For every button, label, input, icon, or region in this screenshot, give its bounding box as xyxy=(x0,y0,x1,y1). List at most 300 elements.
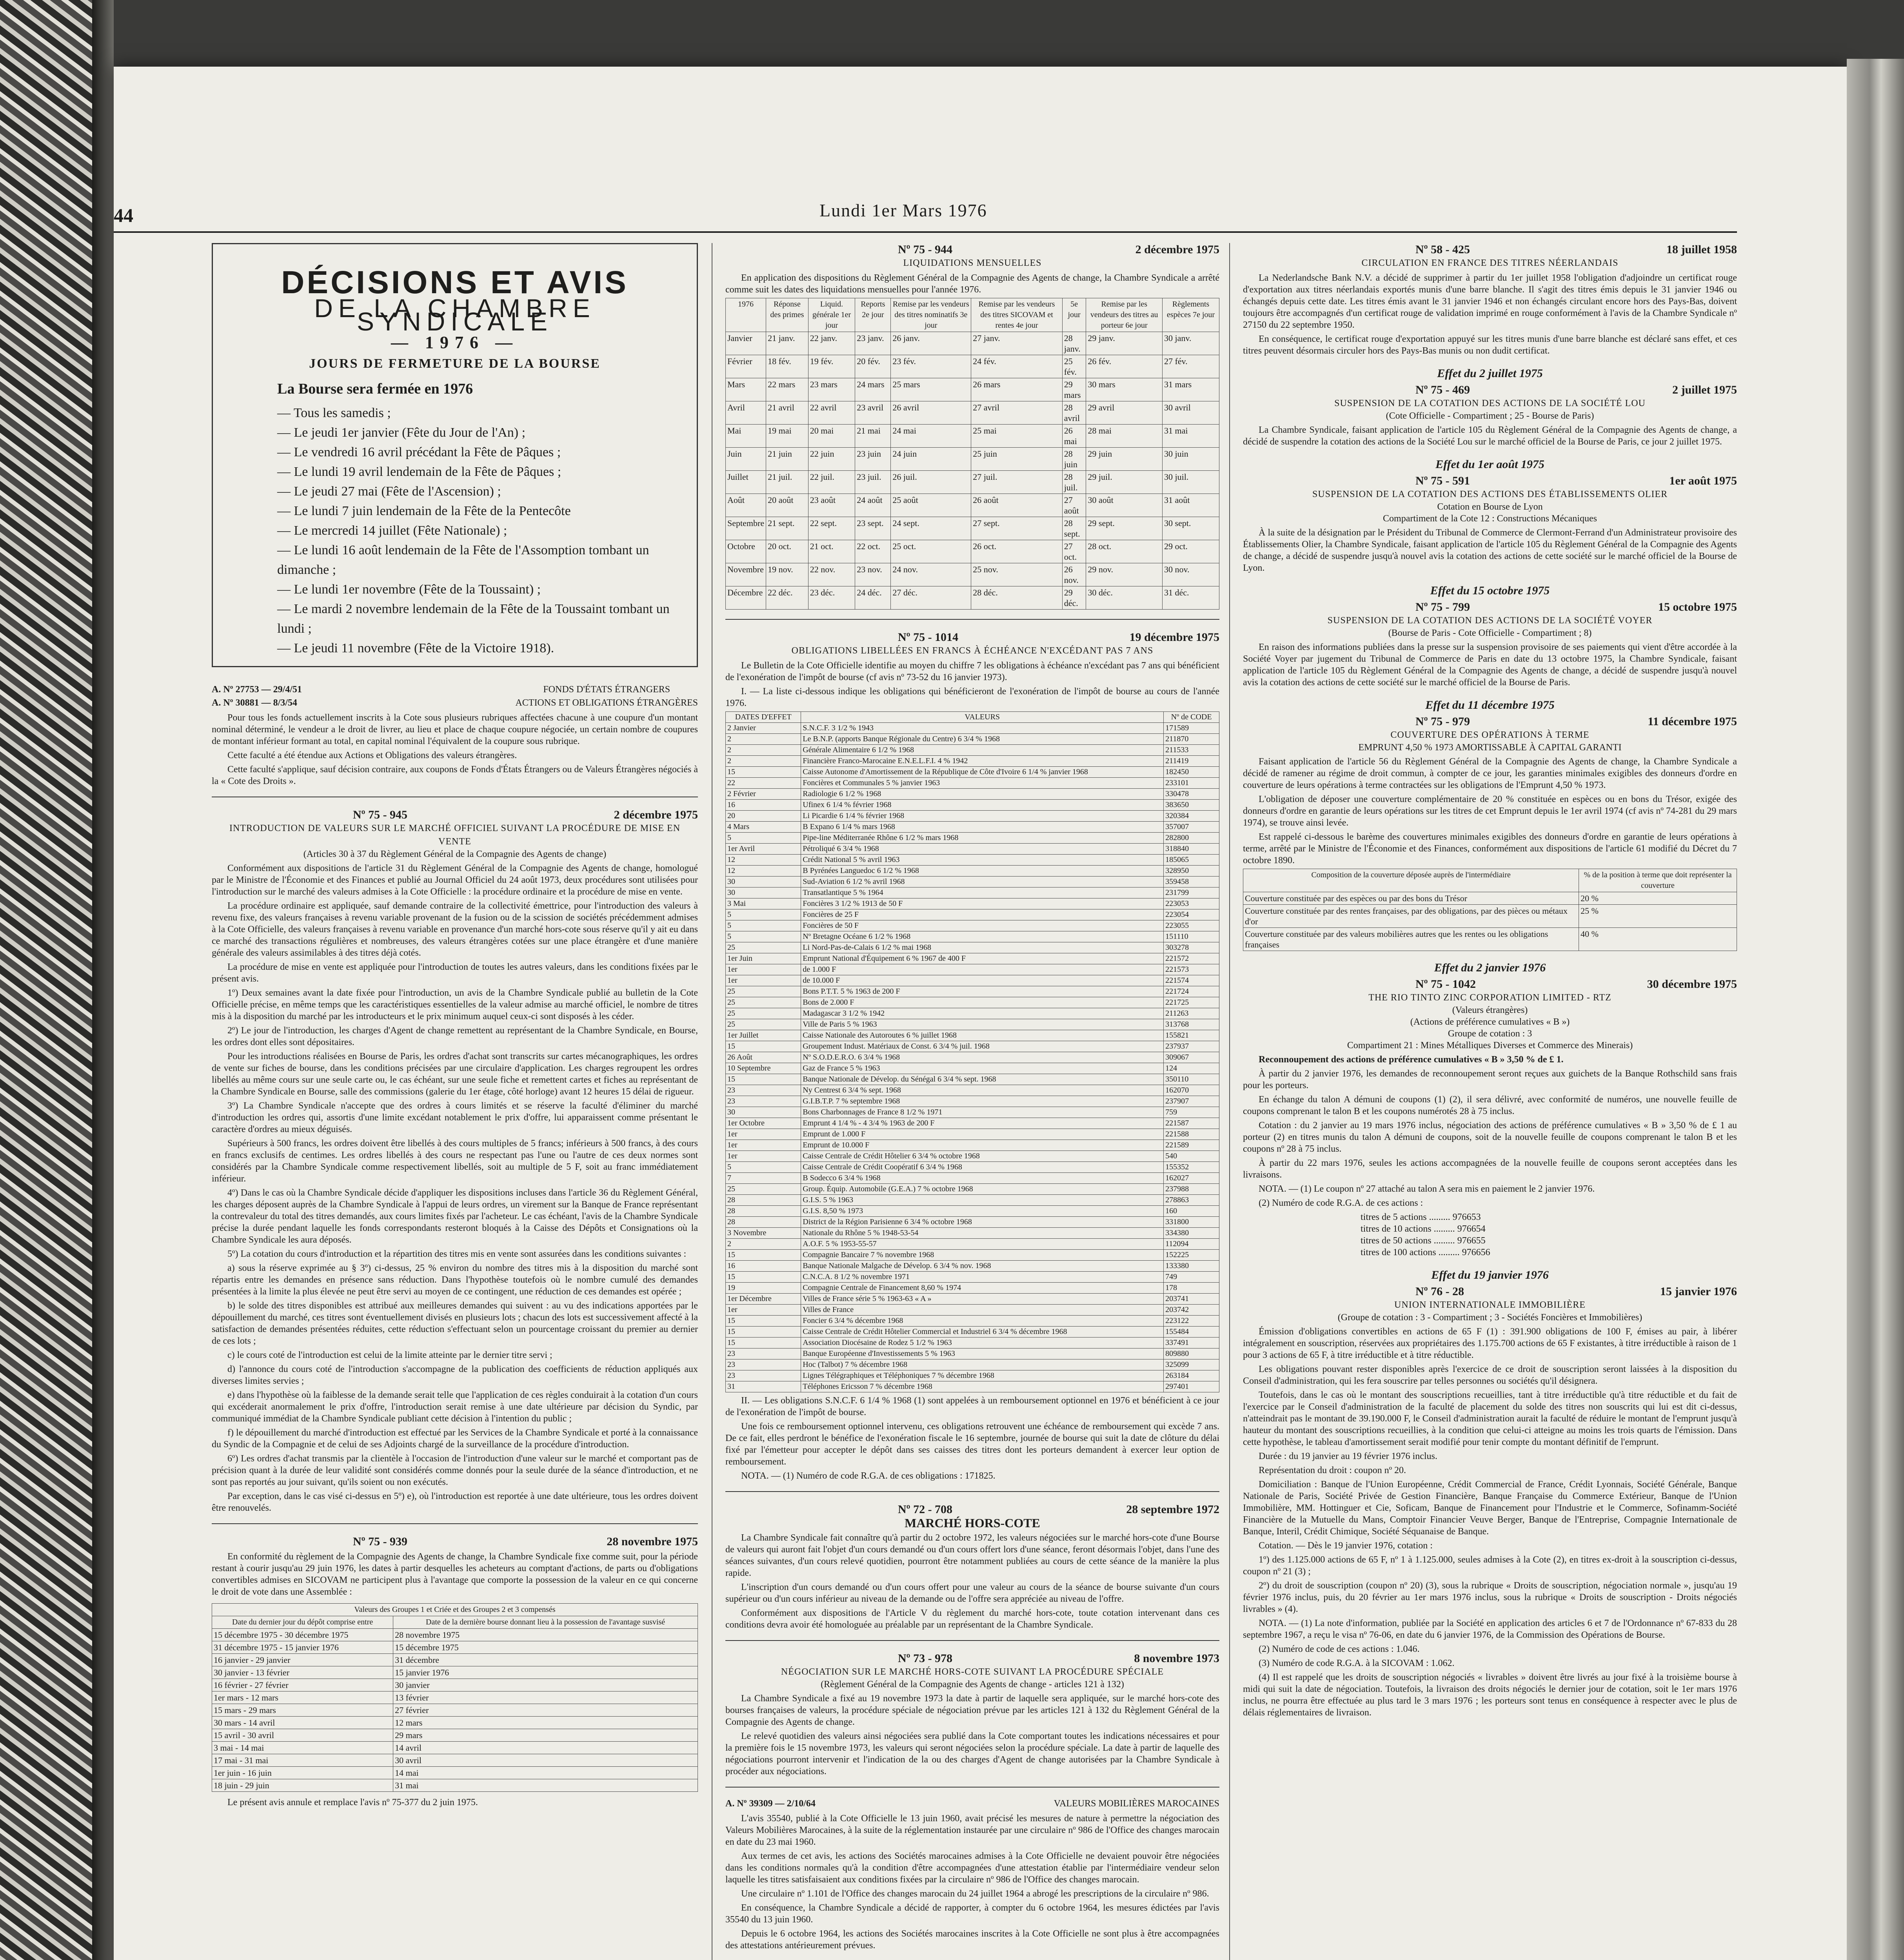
avis-subtitle: (Groupe de cotation : 3 - Compartiment ; 3 - Sociétés Foncières et Immobilières) xyxy=(1337,1312,1642,1323)
table-cell: 15 xyxy=(726,1316,801,1327)
table-cell: 162027 xyxy=(1164,1173,1219,1184)
avis-title: SUSPENSION DE LA COTATION DES ACTIONS DES ÉTABLISSEMENTS OLIER xyxy=(1312,489,1668,499)
table-cell: 155484 xyxy=(1164,1327,1219,1338)
sicovam-table xyxy=(212,1603,698,1792)
table-cell: Foncières de 50 F xyxy=(801,920,1164,931)
paragraph: b) le solde des titres disponibles est attribué aux meilleures demandes qui suivent : au vu des indications apportées par le dépouillement du marché, ces titres sont éventuellement divisés en plusieurs lots ; chacun des lots est successivement affecté à la satisfaction de demandes présentées réduites, cette réduction s'effectuant selon un pourcentage croissant du premier au dernier de ces lots ; xyxy=(212,1301,698,1346)
holiday-item: — Tous les samedis ; xyxy=(277,406,391,420)
paragraph: Conformément aux dispositions de l'article 31 du Règlement Général de la Compagnie des Agents de change, homologué par le Ministre de l'Économie et des Finances et publié au Journal Officiel du 24 août 1973, deux procédures sont utilisées pour l'introduction sur le marché des valeurs admises à la Cote Officielle : la procédure ordinaire et la procédure de mise en vente. xyxy=(212,863,698,897)
divider xyxy=(212,1523,698,1524)
paragraph: 4º) Dans le cas où la Chambre Syndicale décide d'appliquer les dispositions incluses dans l'article 36 du Règlement Général, les charges déposent auprès de la Chambre Syndicale à l'appui de leurs ordres, un virement sur la Banque de France représentant la contrevaleur du total des titres demandés, aux cours limites fixés par l'acheteur. Le cas échéant, l'avis de la Chambre Syndicale précise la durée pendant laquelle les fonds correspondants resteront bloqués à la Caisse des Dépôts et Consignations où la Chambre Syndicale les aura déposés. xyxy=(212,1188,698,1245)
paragraph: À la suite de la désignation par le Président du Tribunal de Commerce de Clermont-Ferrand d'un Administrateur provisoire des Établissements Olier, la Chambre Syndicale, faisant application de l'article 105 du Règlement Général de la Compagnie des Agents de change, a décidé de suspendre jusqu'à nouvel avis la cotation des actions de cette société sur le marché officiel de la Bourse de Lyon. xyxy=(1243,528,1737,573)
footnote: NOTA. — (1) Numéro de code R.G.A. de ces obligations : 171825. xyxy=(741,1471,996,1481)
table-row xyxy=(212,1691,698,1704)
table-cell: 26 janv. xyxy=(891,332,971,355)
holiday-item: — Le lundi 16 août lendemain de la Fête de l'Assomption tombant un dimanche ; xyxy=(277,543,649,577)
table-row xyxy=(1243,892,1737,905)
table-cell: 22 xyxy=(726,778,801,789)
table-cell: 30 xyxy=(726,877,801,887)
table-cell: 23 juin xyxy=(855,448,891,471)
table-cell: 325099 xyxy=(1164,1359,1219,1370)
avis-header xyxy=(1243,978,1737,991)
main-title: DÉCISIONS ET AVIS xyxy=(281,265,629,300)
table-cell: Janvier xyxy=(726,332,766,355)
table-cell: 28 avril xyxy=(1062,401,1086,425)
paragraph: d) l'annonce du cours coté de l'introduction s'accompagne de la publication des coefficients de réduction appliqués aux diverses limites servies ; xyxy=(212,1364,698,1386)
table-cell: 23 mars xyxy=(808,378,855,401)
table-row xyxy=(1243,928,1737,951)
table-cell: B Pyrénées Languedoc 6 1/2 % 1968 xyxy=(801,866,1164,877)
table-cell: 21 sept. xyxy=(766,517,808,540)
paragraph: Pour tous les fonds actuellement inscrits à la Cote sous plusieurs rubriques affectées chacune à une coupure d'un montant nominal déterminé, le vendeur a le droit de livrer, au lieu et place de chaque coupure négociée, un certain nombre de coupures de montant inférieur formant au total, en capital nominal l'équivalent de la coupure sous rubrique. xyxy=(212,713,698,746)
avis-number: Nº 75 - 591 xyxy=(1415,474,1470,487)
binding-shadow xyxy=(92,0,114,1960)
table-cell: 15 xyxy=(726,1250,801,1261)
table-cell: 25 xyxy=(726,1008,801,1019)
table-cell: 278863 xyxy=(1164,1195,1219,1206)
table-cell: Bons Charbonnages de France 8 1/2 % 1971 xyxy=(801,1107,1164,1118)
table-row xyxy=(726,898,1219,909)
table-cell: 25 % xyxy=(1579,905,1737,928)
table-row xyxy=(212,1767,698,1779)
paragraph: L'inscription d'un cours demandé ou d'un cours offert pour une valeur au cours de la séance de bourse suivante d'un cours supérieur ou d'un cours inférieur au niveau de la demande ou de l'offre sera appréciée au niveau de l'offre. xyxy=(725,1582,1219,1604)
table-cell: 1er xyxy=(726,964,801,975)
table-cell: Foncier 6 3/4 % décembre 1968 xyxy=(801,1316,1164,1327)
avis-header xyxy=(212,1535,698,1548)
table-cell: District de la Région Parisienne 6 3/4 % octobre 1968 xyxy=(801,1217,1164,1228)
table-row xyxy=(726,1107,1219,1118)
table-cell: 237988 xyxy=(1164,1184,1219,1195)
avis-title: INTRODUCTION DE VALEURS SUR LE MARCHÉ OFFICIEL SUIVANT LA PROCÉDURE DE MISE EN VENTE xyxy=(229,823,681,847)
table-row xyxy=(212,1754,698,1767)
table-cell: 24 mars xyxy=(855,378,891,401)
table-row xyxy=(726,1030,1219,1041)
paragraph: 2º) Le jour de l'introduction, les charges d'Agent de change remettent au représentant de la Chambre Syndicale, en Bourse, les ordres dont elles sont dépositaires. xyxy=(212,1025,698,1047)
column-header: 1976 xyxy=(726,298,766,332)
table-cell: Foncières de 25 F xyxy=(801,909,1164,920)
column-header: Date du dernier jour du dépôt comprise entre xyxy=(212,1616,393,1629)
table-cell: 334380 xyxy=(1164,1228,1219,1239)
effect-date-heading: Effet du 2 janvier 1976 xyxy=(1434,961,1546,974)
table-cell: 237907 xyxy=(1164,1096,1219,1107)
footnote: NOTA. — (1) La note d'information, publiée par la Société en application des articles 6 et 7 de l'Ordonnance nº 67-833 du 28 septembre 1967, a reçu le visa nº 76-06, en date du 6 janvier 1976, de la Commission des Opérations de Bourse. xyxy=(1243,1618,1737,1640)
table-row xyxy=(726,811,1219,822)
obligations-table xyxy=(725,711,1219,1392)
table-cell: 27 fév. xyxy=(1162,355,1219,378)
table-cell: 25 xyxy=(726,997,801,1008)
table-row xyxy=(726,909,1219,920)
table-cell: Association Diocésaine de Rodez 5 1/2 % 1963 xyxy=(801,1338,1164,1348)
table-cell: 320384 xyxy=(1164,811,1219,822)
avis-header xyxy=(725,1797,1219,1810)
table-cell: 28 sept. xyxy=(1062,517,1086,540)
table-cell: 223054 xyxy=(1164,909,1219,920)
avis-date: 28 novembre 1975 xyxy=(607,1535,698,1548)
table-cell: 1er juin - 16 juin xyxy=(212,1767,393,1779)
paragraph: La Nederlandsche Bank N.V. a décidé de supprimer à partir du 1er juillet 1958 l'obligation d'adjoindre un certificat rouge d'exportation aux titres néerlandais exportés munis d'une barre blanche. Il s'agit des titres émis depuis le 31 janvier 1946 ou échangés depuis cette date. Les titres émis avant le 31 janvier 1946 et non échangés circulant encore hors des Pays-Bas, doivent toujours être accompagnés d'un certificat rouge de validation imprimé en rouge conformément à l'avis de la Chambre Syndicale nº 27150 du 22 septembre 1950. xyxy=(1243,273,1737,330)
table-cell: 749 xyxy=(1164,1272,1219,1283)
column-header: VALEURS xyxy=(801,712,1164,723)
table-cell: Février xyxy=(726,355,766,378)
avis-title: OBLIGATIONS LIBELLÉES EN FRANCS À ÉCHÉANCE N'EXCÉDANT PAS 7 ANS xyxy=(791,646,1154,656)
paragraph: c) le cours coté de l'introduction est celui de la limite atteinte par le dernier titre servi ; xyxy=(227,1350,552,1360)
table-cell: 233101 xyxy=(1164,778,1219,789)
column-header: Composition de la couverture déposée auprès de l'intermédiaire xyxy=(1243,869,1579,892)
table-cell: 22 nov. xyxy=(808,563,855,586)
code-list xyxy=(1361,1211,1737,1258)
table-cell: 31 décembre 1975 - 15 janvier 1976 xyxy=(212,1641,393,1654)
table-cell: Banque Nationale de Dévelop. du Sénégal 6 3/4 % sept. 1968 xyxy=(801,1074,1164,1085)
table-cell: 15 xyxy=(726,1041,801,1052)
table-cell: 19 mai xyxy=(766,425,808,448)
table-cell: 12 xyxy=(726,855,801,866)
table-cell: 203741 xyxy=(1164,1294,1219,1305)
table-cell: 15 xyxy=(726,767,801,778)
avis-subtitle: Compartiment 21 : Mines Métalliques Diverses et Commerce des Minerais) xyxy=(1347,1040,1633,1051)
table-cell: 23 nov. xyxy=(855,563,891,586)
avis-number: Nº 75 - 939 xyxy=(353,1535,408,1548)
avis-title: UNION INTERNATIONALE IMMOBILIÈRE xyxy=(1394,1300,1586,1310)
table-cell: 357007 xyxy=(1164,822,1219,833)
paragraph: La Chambre Syndicale, faisant application de l'article 105 du Règlement Général de la Compagnie des Agents de change, a décidé de suspendre la cotation des actions de la Société Lou sur le marché officiel de la Bourse de Paris, ce jour 2 juillet 1975. xyxy=(1243,425,1737,447)
table-cell: 328950 xyxy=(1164,866,1219,877)
table-cell: 3 Mai xyxy=(726,898,801,909)
table-cell: 1er xyxy=(726,975,801,986)
avis-title: FONDS D'ÉTATS ÉTRANGERS xyxy=(543,684,670,695)
table-cell: 28 xyxy=(726,1206,801,1217)
table-cell: Emprunt National d'Équipement 6 % 1967 de 400 F xyxy=(801,953,1164,964)
column-divider xyxy=(1229,243,1230,1960)
avis-title: SUSPENSION DE LA COTATION DES ACTIONS DE LA SOCIÉTÉ LOU xyxy=(1334,398,1646,408)
table-cell: Pipe-line Méditerranée Rhône 6 1/2 % mars 1968 xyxy=(801,833,1164,844)
table-row xyxy=(726,866,1219,877)
table-cell: 15 avril - 30 avril xyxy=(212,1729,393,1742)
table-cell: 18 juin - 29 juin xyxy=(212,1779,393,1792)
avis-ref: A. Nº 39309 — 2/10/64 xyxy=(725,1798,816,1809)
table-row xyxy=(726,800,1219,811)
table-cell: 350110 xyxy=(1164,1074,1219,1085)
table-cell: 30 xyxy=(726,1107,801,1118)
table-cell: 16 février - 27 février xyxy=(212,1679,393,1691)
table-cell: 31 mai xyxy=(1162,425,1219,448)
table-row xyxy=(1243,905,1737,928)
column-header: DATES D'EFFET xyxy=(726,712,801,723)
table-cell: 337491 xyxy=(1164,1338,1219,1348)
effect-date-heading: Effet du 1er août 1975 xyxy=(1435,458,1544,471)
paragraph: Représentation du droit : coupon nº 20. xyxy=(1259,1465,1406,1475)
table-body xyxy=(212,1629,698,1792)
table-cell: 1er Octobre xyxy=(726,1118,801,1129)
paragraph: Cette faculté s'applique, sauf décision contraire, aux coupons de Fonds d'États Étrangers ou de Valeurs Étrangères négociés à la « Cote des Droits ». xyxy=(212,764,698,786)
table-cell: Villes de France xyxy=(801,1305,1164,1316)
table-cell: Ny Centrest 6 3/4 % sept. 1968 xyxy=(801,1085,1164,1096)
table-cell: 13 février xyxy=(393,1691,698,1704)
avis-number: Nº 72 - 708 xyxy=(898,1503,953,1516)
table-cell: 28 janv. xyxy=(1062,332,1086,355)
table-cell: 30 avril xyxy=(393,1754,698,1767)
table-cell: Novembre xyxy=(726,563,766,586)
table-cell: 124 xyxy=(1164,1063,1219,1074)
column-left xyxy=(212,243,698,1960)
avis-date: 19 décembre 1975 xyxy=(1129,631,1219,644)
footnote: Le présent avis annule et remplace l'avis nº 75-377 du 2 juin 1975. xyxy=(227,1797,478,1808)
table-row xyxy=(726,975,1219,986)
table-cell: 7 xyxy=(726,1173,801,1184)
table-cell: 211263 xyxy=(1164,1008,1219,1019)
table-body xyxy=(1243,892,1737,951)
table-header-row xyxy=(726,712,1219,723)
avis-date: 11 décembre 1975 xyxy=(1648,715,1737,728)
table-row xyxy=(726,1206,1219,1217)
table-cell: 22 janv. xyxy=(808,332,855,355)
effect-date-heading: Effet du 15 octobre 1975 xyxy=(1430,584,1550,597)
avis-number: Nº 75 - 945 xyxy=(353,808,408,821)
paragraph: Une circulaire nº 1.101 de l'Office des changes marocain du 24 juillet 1964 a abrogé les prescriptions de la circulaire nº 986. xyxy=(741,1889,1209,1899)
table-cell: Caisse Centrale de Crédit Hôtelier Commercial et Industriel 6 3/4 % décembre 1968 xyxy=(801,1327,1164,1338)
table-row xyxy=(726,332,1219,355)
paragraph: 3º) La Chambre Syndicale n'accepte que des ordres à cours limités et se réserve la faculté d'éliminer du marché d'introduction les ordres qui, assortis d'une limite excédant notablement le prix d'offre, lui apparaissent comme présentant le caractère d'ordres au mieux déguisés. xyxy=(212,1101,698,1134)
table-row xyxy=(726,833,1219,844)
table-row xyxy=(726,745,1219,756)
table-cell: S.N.C.F. 3 1/2 % 1943 xyxy=(801,723,1164,734)
table-cell: 297401 xyxy=(1164,1381,1219,1392)
table-cell: 28 novembre 1975 xyxy=(393,1629,698,1641)
table-row xyxy=(726,877,1219,887)
table-row xyxy=(726,1283,1219,1294)
footnote: NOTA. — (1) Le coupon nº 27 attaché au talon A sera mis en paiement le 2 janvier 1976. xyxy=(1259,1184,1595,1194)
table-cell: 1er Juillet xyxy=(726,1030,801,1041)
table-cell: 31 mai xyxy=(393,1779,698,1792)
avis-date: 15 octobre 1975 xyxy=(1658,601,1737,613)
code-item: titres de 10 actions ......... 976654 xyxy=(1361,1224,1486,1234)
table-cell: 1er Décembre xyxy=(726,1294,801,1305)
paragraph: Reconnoupement des actions de préférence cumulatives « B » 3,50 % de £ 1. xyxy=(1259,1054,1564,1065)
table-row xyxy=(726,756,1219,767)
paragraph: L'avis 35540, publié à la Cote Officielle le 13 juin 1960, avait précisé les mesures de nature à permettre la négociation des Valeurs Mobilières Marocaines, à la suite de la réglementation instaurée par une circulaire nº 986 de l'Office des changes marocain en date du 23 mai 1960. xyxy=(725,1813,1219,1847)
holiday-item: — Le jeudi 11 novembre (Fête de la Victoire 1918). xyxy=(277,641,554,655)
table-row xyxy=(726,723,1219,734)
table-cell: 203742 xyxy=(1164,1305,1219,1316)
paragraph: Est rappelé ci-dessous le barème des couvertures minimales exigibles des donneurs d'ordre en garantie de leurs opérations à terme, arrêté par le Ministre de l'Économie et des Finances, conformément aux dispositions de l'article 61 modifié du Décret du 7 octobre 1890. xyxy=(1243,832,1737,866)
table-cell: 28 juil. xyxy=(1062,471,1086,494)
table-cell: 19 fév. xyxy=(808,355,855,378)
closing-days-box xyxy=(212,243,698,667)
table-cell: 23 avril xyxy=(855,401,891,425)
table-cell: 29 mars xyxy=(1062,378,1086,401)
table-cell: 211870 xyxy=(1164,734,1219,745)
table-cell: 223122 xyxy=(1164,1316,1219,1327)
table-row xyxy=(726,1239,1219,1250)
table-row xyxy=(726,767,1219,778)
table-row xyxy=(212,1666,698,1679)
table-cell: 221589 xyxy=(1164,1140,1219,1151)
table-cell: 30 juin xyxy=(1162,448,1219,471)
table-row xyxy=(212,1729,698,1742)
footnote: (3) Numéro de code R.G.A. à la SICOVAM : 1.062. xyxy=(1259,1658,1455,1668)
table-cell: 20 % xyxy=(1579,892,1737,905)
table-cell: 29 sept. xyxy=(1086,517,1163,540)
table-cell: 31 décembre xyxy=(393,1654,698,1666)
table-row xyxy=(726,1184,1219,1195)
paragraph: En application des dispositions du Règlement Général de la Compagnie des Agents de change, la Chambre Syndicale a arrêté comme suit les dates des liquidations mensuelles pour l'année 1976. xyxy=(725,273,1219,295)
table-cell: 171589 xyxy=(1164,723,1219,734)
paragraph: À partir du 22 mars 1976, seules les actions accompagnées de la nouvelle feuille de coupons seront acceptées dans les livraisons. xyxy=(1243,1158,1737,1180)
table-row xyxy=(726,1294,1219,1305)
table-title: Valeurs des Groupes 1 et Criée et des Groupes 2 et 3 compensés xyxy=(212,1604,698,1616)
table-cell: 30 nov. xyxy=(1162,563,1219,586)
table-cell: G.I.S. 8,50 % 1973 xyxy=(801,1206,1164,1217)
table-cell: B Sodecco 6 3/4 % 1968 xyxy=(801,1173,1164,1184)
table-row xyxy=(726,1129,1219,1140)
table-cell: 30 janvier xyxy=(393,1679,698,1691)
table-cell: Caisse Centrale de Crédit Coopératif 6 3/4 % 1968 xyxy=(801,1162,1164,1173)
table-cell: 20 oct. xyxy=(766,540,808,563)
table-cell: Ufinex 6 1/4 % février 1968 xyxy=(801,800,1164,811)
table-cell: 20 mai xyxy=(808,425,855,448)
avis-subtitle: (Règlement Général de la Compagnie des Agents de change - articles 121 à 132) xyxy=(821,1679,1124,1690)
table-cell: 1er xyxy=(726,1140,801,1151)
avis-subtitle: Cotation en Bourse de Lyon xyxy=(1437,502,1543,512)
avis-title: CIRCULATION EN FRANCE DES TITRES NÉERLANDAIS xyxy=(1361,258,1619,268)
table-cell: Groupement Indust. Matériaux de Const. 6 3/4 % juil. 1968 xyxy=(801,1041,1164,1052)
table-cell: Nº S.O.D.E.R.O. 6 3/4 % 1968 xyxy=(801,1052,1164,1063)
table-cell: 309067 xyxy=(1164,1052,1219,1063)
table-cell: Banque Européenne d'Investissements 5 % 1963 xyxy=(801,1348,1164,1359)
paragraph: La procédure ordinaire est appliquée, sauf demande contraire de la collectivité émettrice, pour l'introduction des valeurs à revenu fixe, des valeurs françaises à revenu variable provenant de la fusion ou de la scission de sociétés précédemment admises à la Cote Officielle, des valeurs françaises à revenu variable en provenance d'un marché hors-cote sous réserve qu'il y ait eu dans ce marché des transactions régulières et nombreuses, des valeurs étrangères cotées sur une place étrangère et d'une manière générale des valeurs assimilables à des titres déjà cotés. xyxy=(212,901,698,958)
year-label: — 1976 — xyxy=(391,333,519,352)
column-header: Liquid. générale 1er jour xyxy=(808,298,855,332)
table-cell: Banque Nationale Malgache de Dévelop. 6 3/4 % nov. 1968 xyxy=(801,1261,1164,1272)
divider xyxy=(725,619,1219,620)
paragraph: Le relevé quotidien des valeurs ainsi négociées sera publié dans la Cote comportant toutes les indications nécessaires et pour la première fois le 15 novembre 1973, les valeurs qui seront négociées selon la procédure spéciale. La date à partir de laquelle des négociations pourront intervenir et l'indication de la ou des charges d'Agent de change autorisées par la Chambre Syndicale à procéder aux négociations. xyxy=(725,1731,1219,1777)
table-cell: 112094 xyxy=(1164,1239,1219,1250)
page-stack-edge xyxy=(1847,59,1904,1960)
table-cell: 25 xyxy=(726,1184,801,1195)
table-cell: 26 oct. xyxy=(971,540,1062,563)
avis-number: Nº 75 - 799 xyxy=(1415,601,1470,613)
table-cell: 178 xyxy=(1164,1283,1219,1294)
table-cell: 27 oct. xyxy=(1062,540,1086,563)
table-cell: Caisse Nationale des Autoroutes 6 % juillet 1968 xyxy=(801,1030,1164,1041)
table-cell: 15 décembre 1975 xyxy=(393,1641,698,1654)
table-cell: 17 mai - 31 mai xyxy=(212,1754,393,1767)
paragraph: Cotation : du 2 janvier au 19 mars 1976 inclus, négociation des actions de préférence cumulatives « B » 3,50 % de £ 1 au porteur (2) en titres munis du talon A démuni de coupons, soit de la nouvelle feuille de coupons comprenant le talon B et les coupons nº 28 à 75 inclus. xyxy=(1243,1120,1737,1154)
avis-date: 2 juillet 1975 xyxy=(1672,383,1737,396)
table-cell: de 10.000 F xyxy=(801,975,1164,986)
table-cell: Gaz de France 5 % 1963 xyxy=(801,1063,1164,1074)
table-row xyxy=(726,822,1219,833)
avis-date: 30 décembre 1975 xyxy=(1647,978,1737,991)
table-cell: 15 xyxy=(726,1338,801,1348)
avis-header xyxy=(1243,383,1737,397)
effect-date-heading: Effet du 11 décembre 1975 xyxy=(1425,699,1555,711)
table-cell: 15 janvier 1976 xyxy=(393,1666,698,1679)
avis-title: MARCHÉ HORS-COTE xyxy=(905,1516,1040,1530)
table-cell: 16 xyxy=(726,1261,801,1272)
table-row xyxy=(726,1348,1219,1359)
table-row xyxy=(726,1118,1219,1129)
table-row xyxy=(726,1052,1219,1063)
table-row xyxy=(726,789,1219,800)
table-row xyxy=(726,1370,1219,1381)
table-row xyxy=(726,1316,1219,1327)
table-cell: Villes de France série 5 % 1963-63 « A » xyxy=(801,1294,1164,1305)
table-cell: 221572 xyxy=(1164,953,1219,964)
table-row xyxy=(726,1008,1219,1019)
table-row xyxy=(726,1151,1219,1162)
avis-subtitle: (Bourse de Paris - Cote Officielle - Compartiment ; 8) xyxy=(1388,628,1592,638)
paragraph: Pour les introductions réalisées en Bourse de Paris, les ordres d'achat sont transcrits sur cartes mécanographiques, les ordres de vente sur fiches de bourse, dans les conditions précisées par une circulaire d'application. Les charges regroupent les ordres libellés au même cours sur une seule carte ou, le cas échéant, sur une seule fiche et remettent cartes et fiches au représentant de la Chambre Syndicale en Bourse, salle des commissions (galerie du 1er étage, côté horloge) avant 12 heures 15 délai de rigueur. xyxy=(212,1051,698,1097)
table-cell: 24 mai xyxy=(891,425,971,448)
table-cell: 133380 xyxy=(1164,1261,1219,1272)
holiday-item: — Le mercredi 14 juillet (Fête Nationale) ; xyxy=(277,523,507,538)
table-row xyxy=(726,586,1219,610)
table-row xyxy=(726,1305,1219,1316)
table-row xyxy=(726,986,1219,997)
table-cell: 2 Janvier xyxy=(726,723,801,734)
paragraph: Aux termes de cet avis, les actions des Sociétés marocaines admises à la Cote Officielle ne devaient pouvoir être négociées dans les conditions normales qu'à la condition d'être accompagnées d'une attestation établie par l'intermédiaire vendeur selon laquelle les titres satisfaisaient aux conditions fixées par la circulaire nº 986 de l'Office des changes marocain. xyxy=(725,1851,1219,1885)
table-row xyxy=(212,1629,698,1641)
table-cell: 221574 xyxy=(1164,975,1219,986)
table-cell: 313768 xyxy=(1164,1019,1219,1030)
table-cell: Septembre xyxy=(726,517,766,540)
table-cell: 22 juil. xyxy=(808,471,855,494)
paragraph: À partir du 2 janvier 1976, les demandes de reconnoupement seront reçues aux guichets de la Banque Rothschild sans frais pour les porteurs. xyxy=(1243,1069,1737,1091)
table-cell: 223053 xyxy=(1164,898,1219,909)
table-row xyxy=(726,563,1219,586)
table-row xyxy=(726,920,1219,931)
divider xyxy=(725,1787,1219,1788)
table-cell: Emprunt 4 1/4 % - 4 3/4 % 1963 de 200 F xyxy=(801,1118,1164,1129)
table-row xyxy=(726,844,1219,855)
table-cell: Couverture constituée par des espèces ou par des bons du Trésor xyxy=(1243,892,1579,905)
table-row xyxy=(726,1327,1219,1338)
avis-header xyxy=(212,808,698,822)
avis-date: 28 septembre 1972 xyxy=(1126,1503,1219,1516)
effect-date-heading: Effet du 19 janvier 1976 xyxy=(1431,1269,1549,1281)
table-cell: 30 janv. xyxy=(1162,332,1219,355)
table-cell: 29 janv. xyxy=(1086,332,1163,355)
column-header: Remise par les vendeurs des titres nominatifs 3e jour xyxy=(891,298,971,332)
table-row xyxy=(212,1641,698,1654)
page-date: Lundi 1er Mars 1976 xyxy=(819,200,987,220)
table-row xyxy=(726,778,1219,789)
table-row xyxy=(726,887,1219,898)
avis-title: SUSPENSION DE LA COTATION DES ACTIONS DE LA SOCIÉTÉ VOYER xyxy=(1327,615,1653,626)
table-cell: 25 mai xyxy=(971,425,1062,448)
table-cell: 22 mars xyxy=(766,378,808,401)
table-cell: Financière Franco-Marocaine E.N.E.L.F.I. 4 % 1942 xyxy=(801,756,1164,767)
code-item: titres de 5 actions ......... 976653 xyxy=(1361,1212,1481,1222)
avis-header xyxy=(725,631,1219,644)
table-cell: 263184 xyxy=(1164,1370,1219,1381)
table-cell: 21 mai xyxy=(855,425,891,448)
table-cell: 24 nov. xyxy=(891,563,971,586)
column-header: Règlements espèces 7e jour xyxy=(1162,298,1219,332)
table-cell: 18 fév. xyxy=(766,355,808,378)
table-cell: 21 janv. xyxy=(766,332,808,355)
table-cell: 5 xyxy=(726,909,801,920)
avis-date: 15 janvier 1976 xyxy=(1660,1285,1737,1298)
table-cell: 26 août xyxy=(971,494,1062,517)
table-row xyxy=(212,1742,698,1754)
table-cell: 30 avril xyxy=(1162,401,1219,425)
table-row xyxy=(726,355,1219,378)
table-cell: Foncières 3 1/2 % 1913 de 50 F xyxy=(801,898,1164,909)
divider xyxy=(725,1640,1219,1641)
table-cell: 15 mars - 29 mars xyxy=(212,1704,393,1717)
table-cell: 25 juin xyxy=(971,448,1062,471)
